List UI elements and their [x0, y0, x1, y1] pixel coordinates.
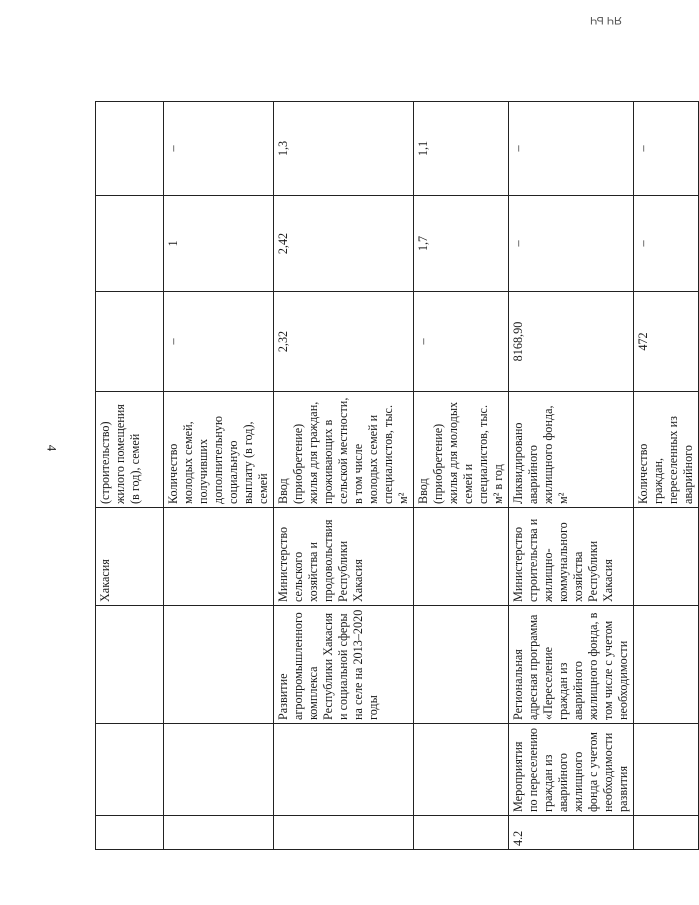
page-number: 4	[44, 444, 60, 452]
cell-activity	[274, 724, 414, 816]
cell-value-3: 1,1	[414, 102, 509, 196]
cell-value-3: –	[164, 102, 274, 196]
cell-value-3: –	[509, 102, 634, 196]
cell-executor	[634, 508, 699, 606]
cell-executor: Хакасия	[96, 508, 164, 606]
cell-indicator: Количество граждан, переселенных из аварийного	[634, 392, 699, 508]
cell-value-1: 2,32	[274, 292, 414, 392]
cell-number	[274, 816, 414, 850]
cell-value-3	[96, 102, 164, 196]
cell-number	[96, 816, 164, 850]
table-row	[164, 102, 274, 850]
cell-value-3: –	[634, 102, 699, 196]
cell-program	[96, 606, 164, 724]
cell-value-1: –	[414, 292, 509, 392]
cell-program	[414, 606, 509, 724]
table-row	[414, 102, 509, 850]
rotated-table-container	[95, 102, 695, 850]
cell-activity	[96, 724, 164, 816]
cell-indicator: (строительство) жилого помещения (в год), семей	[96, 392, 164, 508]
cell-value-1: 8168,90	[509, 292, 634, 392]
table-row	[96, 102, 164, 850]
cell-value-2: –	[634, 196, 699, 292]
cell-executor	[164, 508, 274, 606]
table-row	[634, 102, 699, 850]
table-row	[274, 102, 414, 850]
cell-executor	[414, 508, 509, 606]
table-row	[509, 102, 634, 850]
cell-value-2: –	[509, 196, 634, 292]
cell-program	[634, 606, 699, 724]
cell-value-2	[96, 196, 164, 292]
cell-executor: Министерство сельского хозяйства и продовольствия Республики Хакасия	[274, 508, 414, 606]
cell-number	[414, 816, 509, 850]
program-table	[95, 101, 699, 850]
page-stamp: ЯЧ ЬЧ	[590, 14, 623, 26]
cell-activity	[164, 724, 274, 816]
cell-program	[164, 606, 274, 724]
cell-activity	[414, 724, 509, 816]
cell-value-2: 1,7	[414, 196, 509, 292]
cell-value-1: –	[164, 292, 274, 392]
cell-value-2: 1	[164, 196, 274, 292]
cell-activity: Мероприятия по переселению граждан из аварийного жилищного фонда с учетом необходимости развития	[509, 724, 634, 816]
cell-executor: Министерство строительства и жилищно-коммунального хозяйства Республики Хакасия	[509, 508, 634, 606]
cell-indicator: Ликвидировано аварийного жилищного фонда, м²	[509, 392, 634, 508]
cell-number	[634, 816, 699, 850]
cell-value-1	[96, 292, 164, 392]
cell-value-2: 2,42	[274, 196, 414, 292]
cell-number	[164, 816, 274, 850]
cell-value-3: 1,3	[274, 102, 414, 196]
cell-activity	[634, 724, 699, 816]
cell-indicator: Ввод (приобретение) жилья для граждан, проживающих в сельской местности, в том числе молодых семей и специалистов, тыс. м²	[274, 392, 414, 508]
cell-indicator: Количество молодых семей, получивших дополнительную социальную выплату (в год), семей	[164, 392, 274, 508]
cell-program: Региональная адресная программа «Переселение граждан из аварийного жилищного фонда, в том числе с учетом необходимости	[509, 606, 634, 724]
cell-value-1: 472	[634, 292, 699, 392]
cell-indicator: Ввод (приобретение) жилья для молодых семей и специалистов, тыс. м² в год	[414, 392, 509, 508]
cell-program: Развитие агропромышленного комплекса Республики Хакасия и социальной сферы на селе на 2013–2020 годы	[274, 606, 414, 724]
cell-number: 4.2	[509, 816, 634, 850]
